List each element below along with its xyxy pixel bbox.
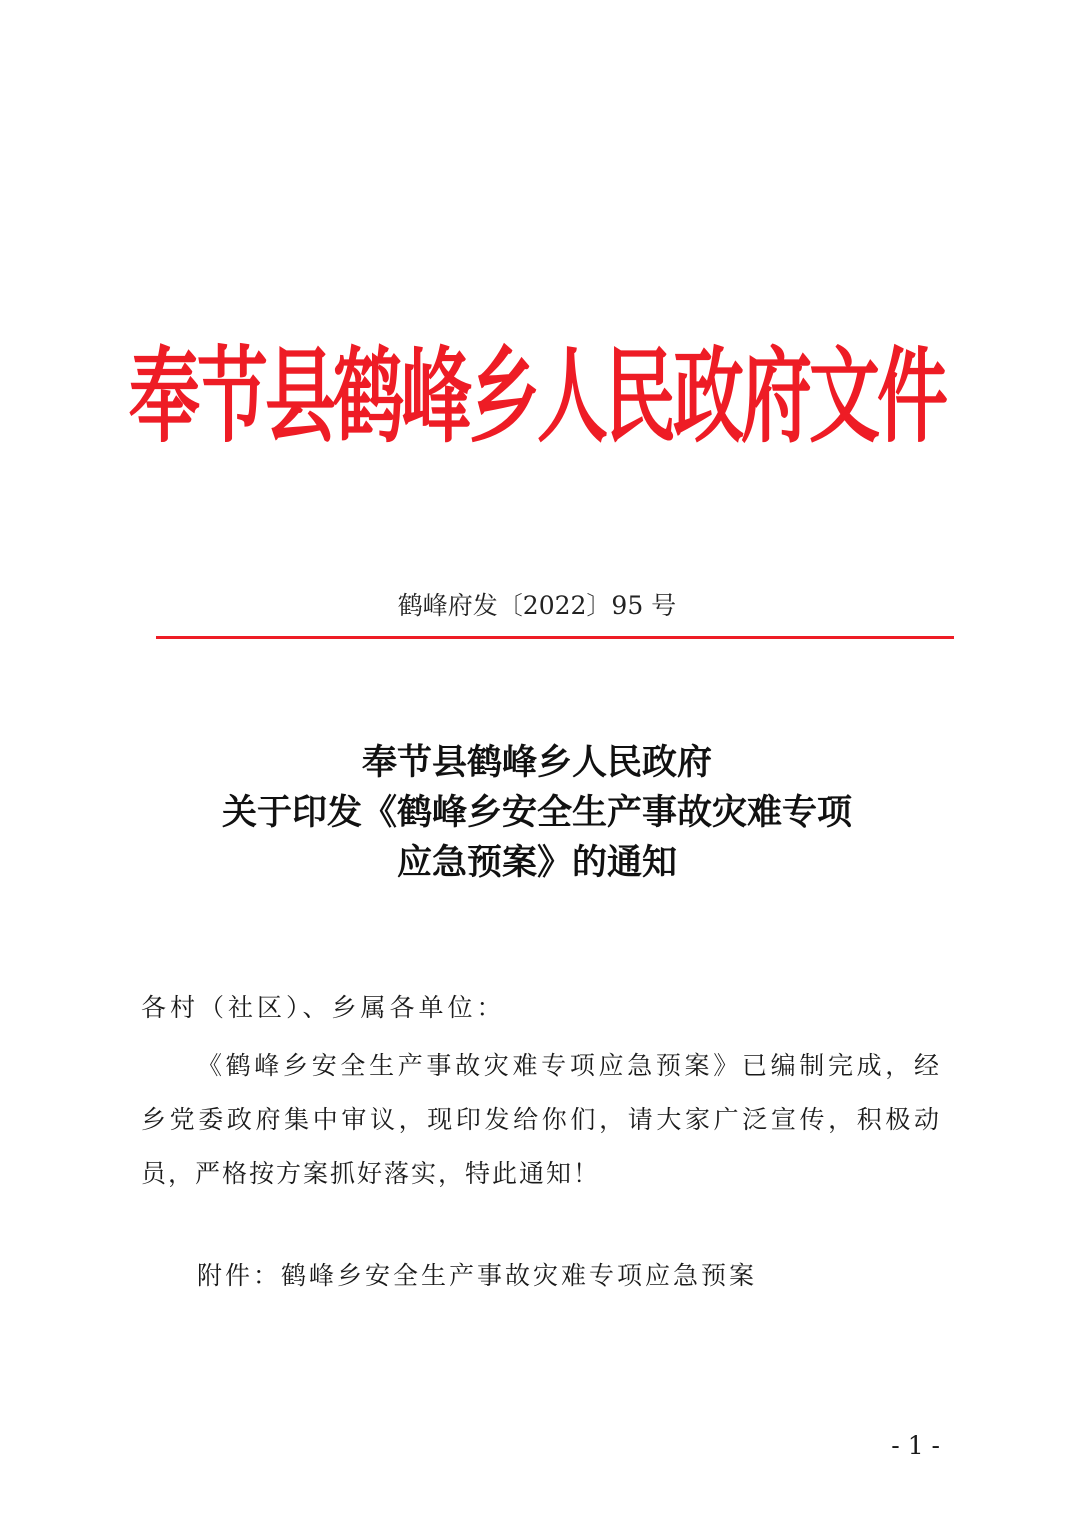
attachment-note: 附件：鹤峰乡安全生产事故灾难专项应急预案 [197,1261,758,1290]
page-number: - 1 - [891,1431,940,1460]
red-header-title: 奉节县鹤峰乡人民政府文件 [128,336,945,457]
notice-title-line-2: 关于印发《鹤峰乡安全生产事故灾难专项 [221,792,852,833]
notice-title-line-3: 应急预案》的通知 [396,842,677,883]
notice-title [0,738,1074,888]
body-line-2: 乡党委政府集中审议，现印发给你们，请大家广泛宣传，积极动 [141,1105,941,1134]
body-line-3: 员，严格按方案抓好落实，特此通知！ [141,1159,601,1188]
body-paragraph [141,1039,941,1201]
salutation: 各村（社区）、乡属各单位： [141,993,506,1022]
notice-title-line-1: 奉节县鹤峰乡人民政府 [361,742,712,783]
body-line-1: 《鹤峰乡安全生产事故灾难专项应急预案》已编制完成，经 [197,1051,941,1080]
red-divider-line [156,636,954,639]
document-number: 鹤峰府发〔2022〕95 号 [397,591,677,620]
